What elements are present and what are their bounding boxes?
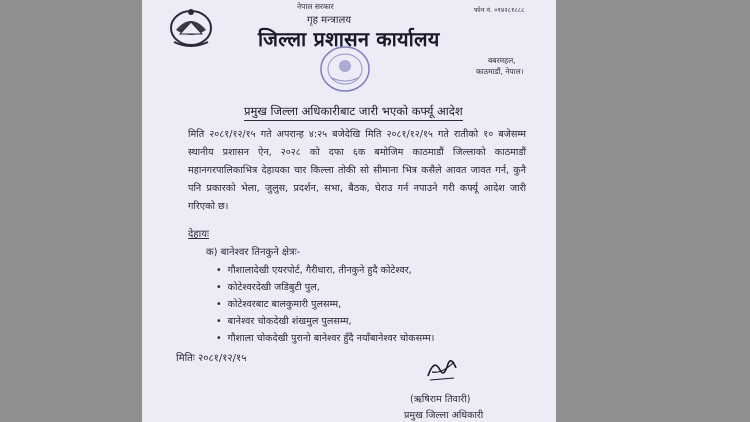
office-title: जिल्ला प्रशासन कार्यालय [258, 27, 440, 51]
ministry-label: गृह मन्त्रालय [307, 15, 352, 26]
signature-icon [424, 354, 460, 382]
list-item: • गौशाला चोकदेखी पुरानो बानेश्वर हुँदै नयाँबानेश्वर चोकसम्म। [216, 330, 434, 347]
list-item: • गौशालादेखी एयरपोर्ट, गैरीधारा, तीनकुने हुदै कोटेश्वर, [216, 262, 434, 279]
list-item: • कोटेश्वरबाट बालकुमारी पुलसम्म, [216, 296, 434, 313]
office-stamp-icon [318, 44, 372, 94]
address-line2: काठमाडौं, नेपाल। [476, 67, 524, 76]
zone-label: क) बानेश्वर तिनकुने क्षेत्रः- [206, 247, 301, 258]
list-item: • कोटेश्वरदेखी जडिबुटी पुल, [216, 279, 434, 296]
document-page [142, 0, 556, 422]
address-line1: बबरमहल, [488, 56, 516, 65]
signatory-title: प्रमुख जिल्ला अधिकारी [404, 410, 484, 421]
notice-title: प्रमुख जिल्ला अधिकारीबाट जारी भएको कर्फ्यू आदेश [244, 104, 463, 121]
curfew-area-list [216, 262, 434, 347]
phone-label: फोन नं. ०१४२८१८८८ [474, 6, 525, 14]
nepal-emblem-icon [168, 4, 214, 48]
government-label: नेपाल सरकार [297, 2, 334, 11]
dehay-label: देहायः [188, 229, 210, 240]
signatory-name: (ऋषिराम तिवारी) [410, 394, 471, 405]
notice-body: मिति २०८१/१२/१५ गते अपरान्ह ४:२५ बजेदेखि मिति २०८१/१२/१५ गते रातीको १० बजेसम्म स्थानीय प्रशासन ऐन, २०२८ को दफा ६क बमोजिम काठमाडौं जिल्लाको काठमाडौं महानगरपालिकाभित्र देहायका चार किल्ला तोकी सो सीमाना भित्र कसैले आवत जावत गर्न, कुनै पनि प्रकारको भेला, जुलुस, प्रदर्शन, सभा, बैठक, घेराउ गर्न नपाउने गरी कर्फ्यू आदेश जारी गरिएको छ। [188, 129, 526, 212]
notice-date: मितिः २०८१/१२/१५ [176, 353, 247, 364]
list-item: • बानेश्वर चोकदेखी शंखमुल पुलसम्म, [216, 313, 434, 330]
